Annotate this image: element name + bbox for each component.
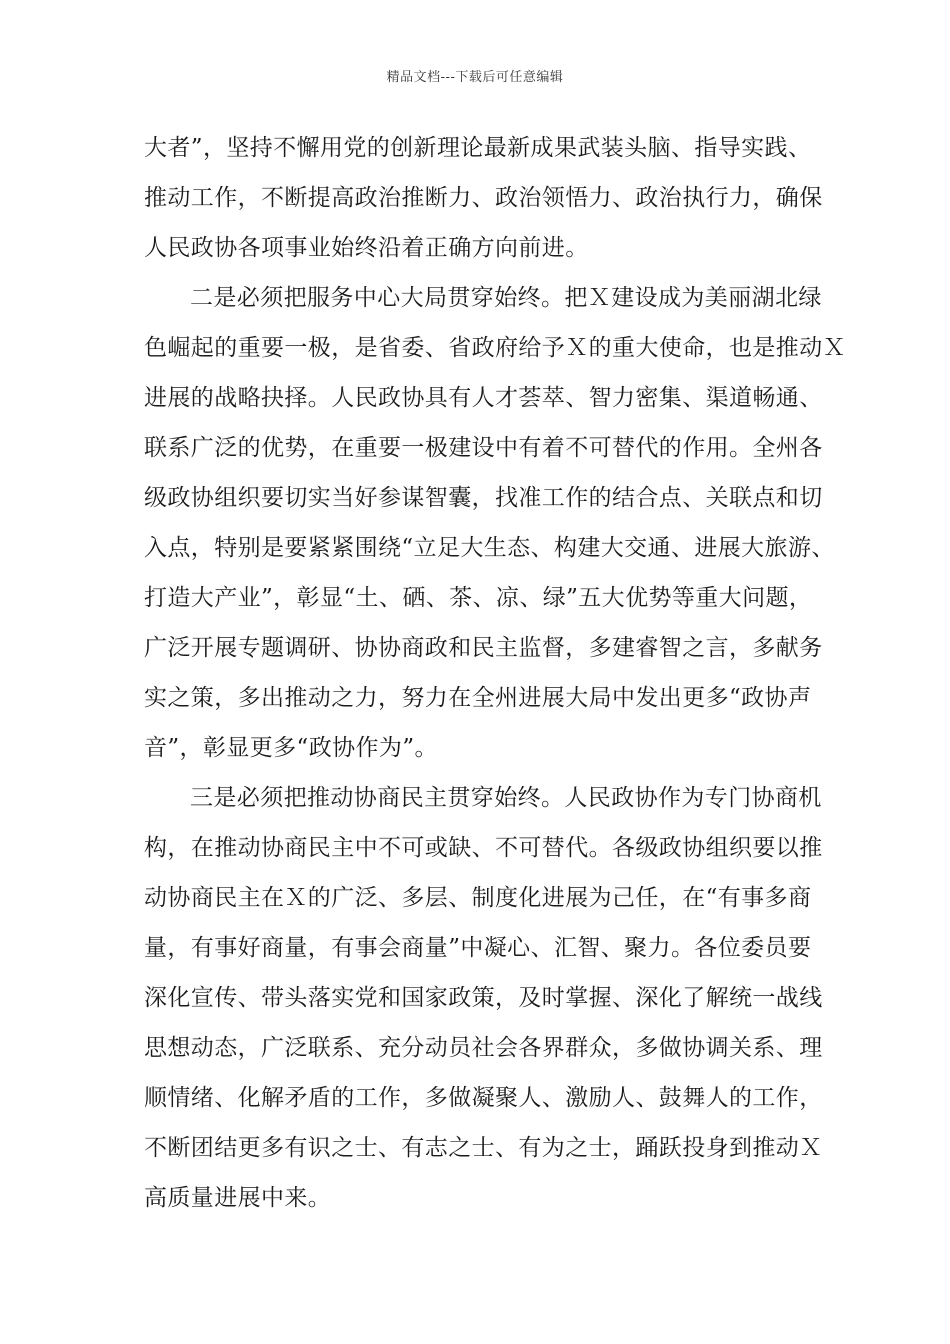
text-line: 动协商民主在Ｘ的广泛、多层、制度化进展为己任，在“有事多商: [144, 885, 812, 911]
paragraph-first-line: 三是必须把推动协商民主贯穿始终。人民政协作为专门协商机: [190, 785, 822, 811]
text-line: 思想动态，广泛联系、充分动员社会各界群众，多做协调关系、理: [144, 1035, 823, 1061]
text-line: 级政协组织要切实当好参谋智囊，找准工作的结合点、关联点和切: [144, 485, 823, 511]
text-line: 推动工作，不断提高政治推断力、政治领悟力、政治执行力，确保: [144, 185, 823, 211]
text-line: 联系广泛的优势，在重要一极建设中有着不可替代的作用。全州各: [144, 435, 823, 461]
body-text: [144, 130, 846, 1230]
paragraph-first-line: 二是必须把服务中心大局贯穿始终。把Ｘ建设成为美丽湖北绿: [190, 285, 822, 311]
text-line: 打造大产业”，彰显“土、硒、茶、凉、绿”五大优势等重大问题，: [144, 585, 813, 611]
text-line: 广泛开展专题调研、协协商政和民主监督，多建睿智之言，多献务: [144, 635, 823, 661]
text-line: 音”，彰显更多“政协作为”。: [144, 735, 438, 761]
text-line: 大者”，坚持不懈用党的创新理论最新成果武装头脑、指导实践、: [144, 135, 812, 161]
text-line: 人民政协各项事业始终沿着正确方向前进。: [144, 235, 589, 261]
text-line: 顺情绪、化解矛盾的工作，多做凝聚人、激励人、鼓舞人的工作，: [144, 1085, 823, 1111]
text-line: 量，有事好商量，有事会商量”中凝心、汇智、聚力。各位委员要: [144, 935, 812, 961]
text-line: 不断团结更多有识之士、有志之士、有为之士，踊跃投身到推动Ｘ: [144, 1135, 823, 1161]
text-line: 入点，特别是要紧紧围绕“立足大生态、构建大交通、进展大旅游、: [144, 535, 835, 561]
text-line: 进展的战略抉择。人民政协具有人才荟萃、智力密集、渠道畅通、: [144, 385, 823, 411]
text-line: 深化宣传、带头落实党和国家政策，及时掌握、深化了解统一战线: [144, 985, 823, 1011]
text-line: 高质量进展中来。: [144, 1185, 332, 1211]
text-line: 构，在推动协商民主中不可或缺、不可替代。各级政协组织要以推: [144, 835, 823, 861]
page-header: 精品文档---下载后可任意编辑: [386, 70, 564, 85]
text-line: 色崛起的重要一极，是省委、省政府给予Ｘ的重大使命，也是推动Ｘ: [144, 335, 846, 361]
text-line: 实之策，多出推动之力，努力在全州进展大局中发出更多“政协声: [144, 685, 812, 711]
